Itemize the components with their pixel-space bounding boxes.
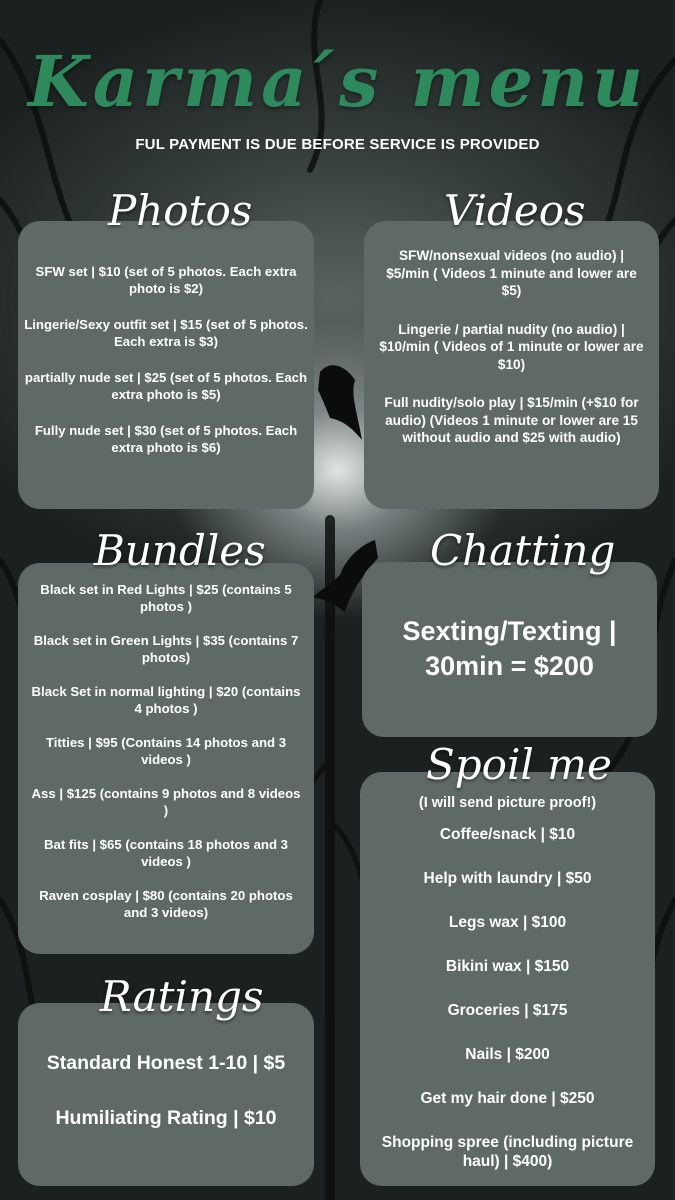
spoil-item: Help with laundry | $50	[423, 870, 592, 887]
spoil-item: Bikini wax | $150	[445, 958, 570, 975]
photos-card	[18, 221, 314, 509]
bundles-heading: Bundles	[94, 526, 266, 575]
ratings-heading: Ratings	[100, 972, 264, 1021]
ratings-item: Humiliating Rating | $10	[55, 1107, 277, 1129]
photos-heading: Photos	[108, 186, 253, 235]
spoil-item: Groceries | $175	[447, 1002, 568, 1019]
ratings-item: Standard Honest 1-10 | $5	[46, 1052, 286, 1074]
bundles-item: Bat fits | $65 (contains 18 photos and 3 videos )	[43, 837, 289, 869]
photos-item: Lingerie/Sexy outfit set | $15 (set of 5 photos. Each extra is $3)	[24, 317, 308, 349]
bundles-card	[18, 563, 314, 954]
videos-heading: Videos	[444, 186, 586, 235]
bundles-item: Ass | $125 (contains 9 photos and 8 videos )	[31, 786, 301, 818]
bundles-item: Raven cosplay | $80 (contains 20 photos and 3 videos)	[39, 888, 293, 920]
videos-item: Lingerie / partial nudity (no audio) | $10/min ( Videos of 1 minute or lower are $10)	[379, 321, 644, 372]
photos-item: SFW set | $10 (set of 5 photos. Each extra photo is $2)	[35, 264, 297, 296]
spoil-item: Get my hair done | $250	[420, 1090, 595, 1107]
photos-item: Fully nude set | $30 (set of 5 photos. Each extra photo is $6)	[34, 423, 298, 455]
spoil-heading: Spoil me	[426, 740, 612, 789]
bundles-item: Black set in Green Lights | $35 (contains 7 photos)	[33, 633, 299, 665]
spoil-card	[360, 772, 655, 1186]
ratings-card	[18, 1003, 314, 1186]
spoil-item: Coffee/snack | $10	[439, 826, 576, 843]
chatting-text: Sexting/Texting | 30min = $200	[402, 616, 617, 681]
videos-item: SFW/nonsexual videos (no audio) | $5/min ( Videos 1 minute and lower are $5)	[386, 248, 637, 298]
spoil-item: Nails | $200	[465, 1046, 550, 1063]
bat-icon	[318, 365, 362, 440]
payment-notice: FUL PAYMENT IS DUE BEFORE SERVICE IS PROVIDED	[135, 136, 540, 153]
spoil-subtitle: (I will send picture proof!)	[418, 795, 597, 811]
menu-title: Karma ́s menu	[27, 40, 648, 123]
videos-card	[364, 221, 659, 509]
chatting-card	[362, 562, 657, 737]
spoil-item: Legs wax | $100	[448, 914, 567, 931]
videos-item: Full nudity/solo play | $15/min (+$10 for audio) (Videos 1 minute or lower are 15 without audio and $25 with audio)	[384, 395, 639, 445]
spoil-item: Shopping spree (including picture haul) | $400)	[381, 1134, 634, 1170]
bundles-item: Black Set in normal lighting | $20 (contains 4 photos )	[31, 684, 301, 716]
photos-item: partially nude set | $25 (set of 5 photos. Each extra photo is $5)	[24, 370, 308, 402]
bundles-item: Black set in Red Lights | $25 (contains 5 photos )	[40, 582, 292, 614]
bundles-item: Titties | $95 (Contains 14 photos and 3 videos )	[45, 735, 287, 767]
chatting-heading: Chatting	[430, 526, 616, 575]
